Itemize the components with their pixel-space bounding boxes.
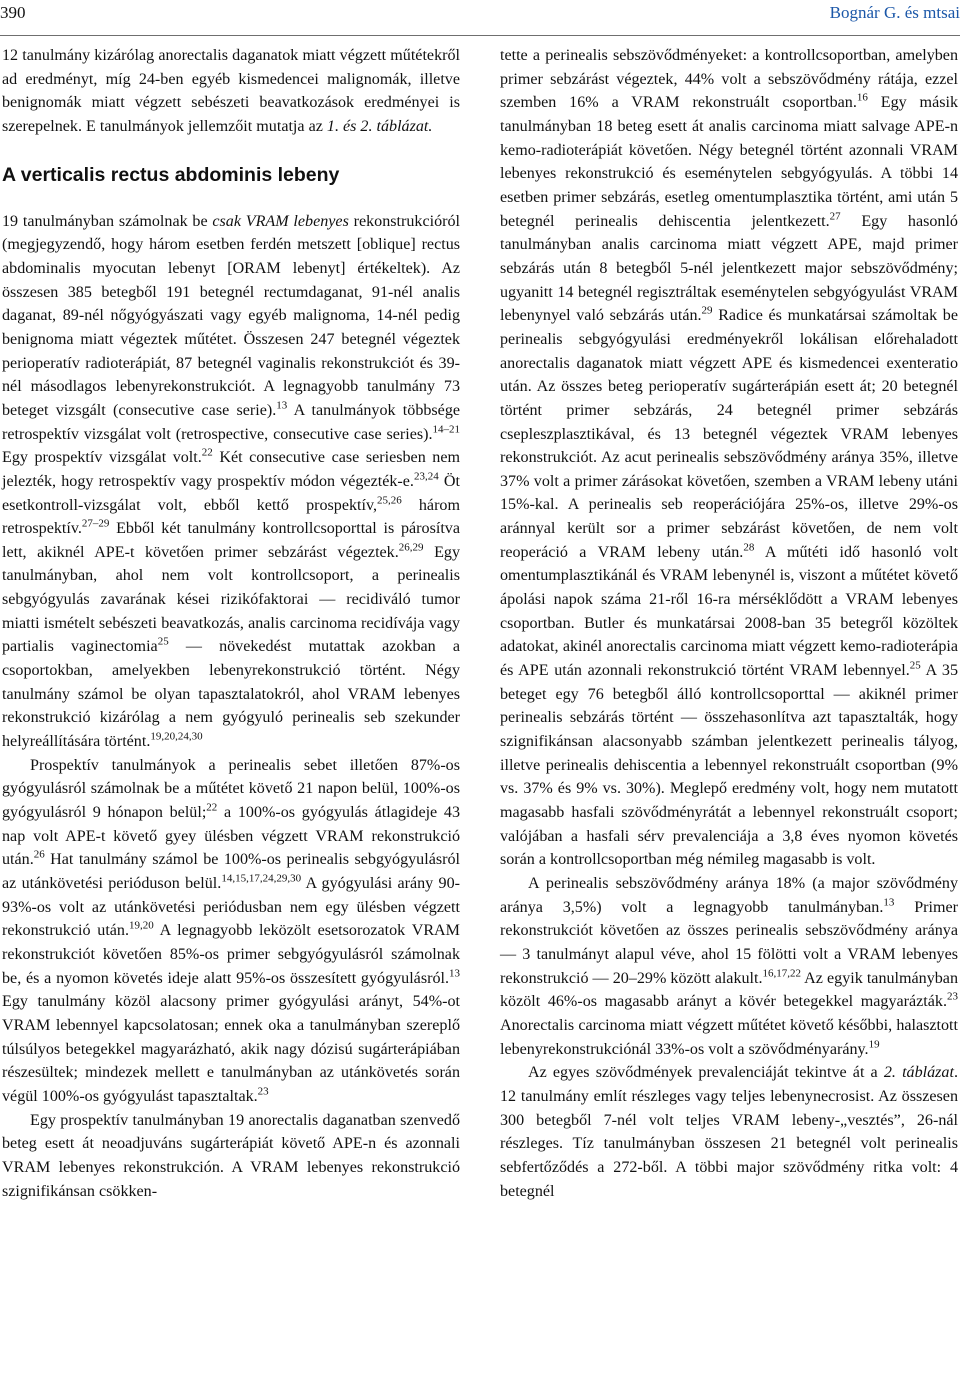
citation[interactable]: 16: [856, 91, 868, 104]
citation[interactable]: 16,17,22: [762, 967, 802, 980]
citation[interactable]: 27–29: [81, 517, 110, 530]
citation[interactable]: 29: [701, 304, 713, 317]
intro-paragraph: 12 tanulmány kizárólag anorectalis daganatok miatt végzett műtétekről ad eredményt, míg 24-ben egyéb kismedencei malignomák, illetve benignomák miatt végzett sebészeti beavatkozások eredményei is szerepelnek. E tanulmányok jellemzőit mutatja az 1. és 2. táblázat.: [2, 47, 460, 135]
citation[interactable]: 27: [829, 210, 841, 223]
citation[interactable]: 23: [947, 990, 958, 1003]
page-header: [0, 0, 960, 36]
citation[interactable]: 22: [206, 801, 218, 814]
citation[interactable]: 25: [157, 636, 169, 649]
citation[interactable]: 26: [33, 848, 45, 861]
citation[interactable]: 14,15,17,24,29,30: [221, 872, 302, 885]
citation[interactable]: 23,24: [413, 470, 439, 483]
citation[interactable]: 19,20,24,30: [150, 730, 203, 743]
citation[interactable]: 13: [276, 399, 288, 412]
citation[interactable]: 23: [257, 1085, 269, 1098]
body-paragraph: Egy prospektív tanulmányban 19 anorectalis daganatban szenvedő beteg esett át neoadjuváns sugárterápiát követő APE-n és azonnali VRAM lebenyes rekonstrukción. A VRAM lebenyes rekonstrukció szignifikánsan csökken-: [2, 1111, 460, 1200]
citation[interactable]: 13: [883, 896, 895, 909]
citation[interactable]: 19,20: [129, 919, 154, 932]
citation[interactable]: 25,26: [377, 494, 402, 507]
running-head-authors: Bognár G. és mtsai: [829, 3, 960, 22]
citation[interactable]: 14–21: [432, 423, 460, 436]
citation[interactable]: 19: [868, 1038, 880, 1051]
section-heading: A verticalis rectus abdominis lebeny: [2, 163, 340, 186]
citation[interactable]: 28: [743, 541, 755, 554]
citation[interactable]: 22: [201, 446, 213, 459]
right-column: [500, 44, 958, 1203]
citation[interactable]: 25: [909, 659, 921, 672]
page-number: 390: [0, 3, 26, 22]
citation[interactable]: 26,29: [398, 541, 424, 554]
body-paragraph: 19 tanulmányban számolnak be csak VRAM lebenyes rekonstrukcióról (megjegyzendő, hogy három esetben ferdén metszett [oblique] rectus abdominalis myocutan lebenyt [ORAM lebenyt] értékeltek). Az összesen 385 betegből 191 betegnél rectumdaganat, 91-nél analis daganat, 89-nél nőgyógyászati vagy egyéb malignoma, 14-nél pedig benignoma miatt végeztek műtétet. Összesen 247 betegnél végeztek perioperatív radioterápiát, 87 betegnél vaginalis rekonstrukciót és 39-nél másodlagos lebenyrekonstrukciót. A legnagyobb tanulmány 73 beteget vizsgált (consecutive case serie).$^{13}$ A tanulmányok többsége retrospektív vizsgálat volt (retrospective, consecutive case series).$^{14-21}$ Egy prospektív vizsgálat volt.$^{22}$ Két consecutive case seriesben nem jelezték, hogy retrospektív vagy prospektív módon végezték-e.$^{23,24}$ Öt esetkontroll-vizsgálat volt, ebből kettő prospektív,$^{25,26}$ három retrospektív.$^{27-29}$ Ebből két tanulmány kontrollcsoporttal is párosítva lett, akiknél APE-t követően primer sebzárást végeztek.$^{26,29}$ Egy tanulmányban, ahol nem volt kontrollcsoport, a perinealis sebgyógyulás zavarának kései rizikófaktorai — recidiváló tumor miatti ismételt sebészeti beavatkozás, analis carcinoma recidívája vagy partialis vaginectomia$^{25}$ — növekedést mutattak azokban a csoportokban, amelyekben lebenyrekonstrukció történt. Négy tanulmány számol be olyan tapasztalatokról, ahol VRAM lebenyes rekonstrukció kizárólag a nem gyógyuló perinealis seb szekunder helyreállítására történt.$^{19,20,24,30}$: [2, 212, 461, 751]
table-reference[interactable]: 2. táblázat: [883, 1064, 954, 1082]
body-paragraph: tette a perinealis sebszövődményeket: a kontrollcsoportban, amelyben primer sebzárást végeztek, 44% volt a sebszövődmény rátája, ezzel szemben 16% a VRAM rekonstruált csoportban.$^{16}$ Egy másik tanulmányban 18 beteg esett át analis carcinoma miatt salvage APE-n kemo-radioterápiát követően. Négy betegnél történt azonnali VRAM lebenyes rekonstrukció és eseménytelen sebgyógyulás. A többi 14 esetben primer sebzárás, esetleg omentumplasztika történt, ami után 5 betegnél perinealis dehiscentia jelentkezett.$^{27}$ Egy hasonló tanulmányban analis carcinoma miatt végzett APE, majd primer sebzárás után 8 betegből 5-nél jelentkezett major sebszövődmény; ugyanitt 14 betegnél regisztráltak eseménytelen sebgyógyulást VRAM lebenynyel való sebzárás után.$^{29}$ Radice és munkatársai számoltak be perinealis sebgyógyulási eredményekről lokálisan előrehaladott anorectalis daganatok miatt végzett APE és kismedencei exenteratio után. Az összes beteg perioperatív sugárterápián esett át; 20 betegnél történt primer sebzárás, 24 betegnél primer sebzárás csepleszplasztikával, és 13 betegnél végeztek VRAM lebenyes rekonstrukciót. Az acut perinealis sebszövődmény aránya 35%, illetve 37% volt a primer zárásokat követően, szemben a VRAM lebeny utáni 15%-kal. A perinealis seb reoperációjára 25%-os, illetve 29%-os aránnyal került sor a primer sebzárást követően, de nem volt reoperáció a VRAM lebeny után.$^{28}$ A műtéti idő hasonló volt omentumplasztikánál és VRAM lebenynél is, viszont a műtétet követő ápolási napok száma 21-ről 16-ra mérséklődött a VRAM lebenyes csoportban. Butler és munkatársai 2008-ban 35 betegről közöltek adatokat, akinél anorectalis carcinoma miatt végzett kemo-radioterápia és APE után azonnali rekonstrukció történt VRAM lebennyel.$^{25}$ A 35 beteget egy 76 betegből álló kontrollcsoporttal — akiknél primer perinealis sebzárás történt — összehasonlítva azt tapasztalták, hogy szignifikánsan alacsonyabb számban jelentkezett perinealis tályog, illetve perinealis dehiscentia a lebennyel rekonstruált csoportban (9% vs. 37% és 9% vs. 30%). Meglepő eredmény volt, hogy nem mutatott magasabb hasfali szövődményrátát a lebennyel rekonstruált csoport; valójában a hasfali sérv prevalenciája a 3,8 éves nyomon követés során a kontrollcsoportban még némileg magasabb is volt.: [500, 47, 959, 869]
body-paragraph: A perinealis sebszövődmény aránya 18% (a major szövődmény aránya 3,5%) volt a legnagyobb tanulmányban.$^{13}$ Primer rekonstrukciót követően az összes perinealis sebszövődmény aránya — 3 tanulmányt alapul véve, ahol 15 fölötti volt a VRAM lebenyes rekonstrukció — 20–29% között alakult.$^{16,17,22}$ Az egyik tanulmányban közölt 46%-os magasabb arányt a kövér betegekkel magyarázták.$^{23}$ Anorectalis carcinoma miatt végzett műtétet követő későbbi, halasztott lebenyrekonstrukciónál 33%-os volt a szövődményarány.$^{19}$: [500, 874, 959, 1058]
body-paragraph: Prospektív tanulmányok a perinealis sebet illetően 87%-os gyógyulásról számolnak be a műtétet követő 21 napon belül, 100%-os gyógyulásról 9 hónapon belül;$^{22}$ a 100%-os gyógyulás átlagideje 43 nap volt APE-t követő gyey ülésben végzett VRAM rekonstrukció után.$^{26}$ Hat tanulmány számol be 100%-os perinealis sebgyógyulásról az utánkövetési perióduson belül.$^{14,15,17,24,29,30}$ A gyógyulási arány 90-93%-os volt az utánkövetési periódusban nem egy ülésben végzett rekonstrukció után.$^{19,20}$ A legnagyobb leközölt esetsorozatok VRAM rekonstrukciót követően 85%-os primer sebgyógyulásról számolnak be, és a nyomon követés ideje alatt 95%-os összesített gyógyulásról.$^{13}$ Egy tanulmány közöl alacsony primer gyógyulási arányt, 54%-ot VRAM lebennyel kapcsolatosan; ennek oka a tanulmányban szereplő túlsúlyos betegekkel magyarázható, akik nagy dózisú sugárterápiában részesültek; mindezek mellett e tanulmányban az utánkövetés során végül 100%-os gyógyulást tapasztaltak.$^{23}$: [2, 756, 461, 1105]
left-column: [2, 44, 460, 1203]
citation[interactable]: 13: [449, 967, 460, 980]
body-paragraph: Az egyes szövődmények prevalenciáját tekintve át a 2. táblázat. 12 tanulmány említ részleges vagy teljes lebenynecrosist. Az összesen 300 betegből 7-nél volt teljes VRAM lebeny-„vesztés”, 26-nál részleges. Tíz tanulmányban összesen 21 betegnél volt perinealis sebfertőződés a 272-ből. A többi major szövődmény ritka volt: 4 betegnél: [500, 1064, 958, 1200]
table-reference[interactable]: 1. és 2. táblázat.: [326, 117, 433, 135]
